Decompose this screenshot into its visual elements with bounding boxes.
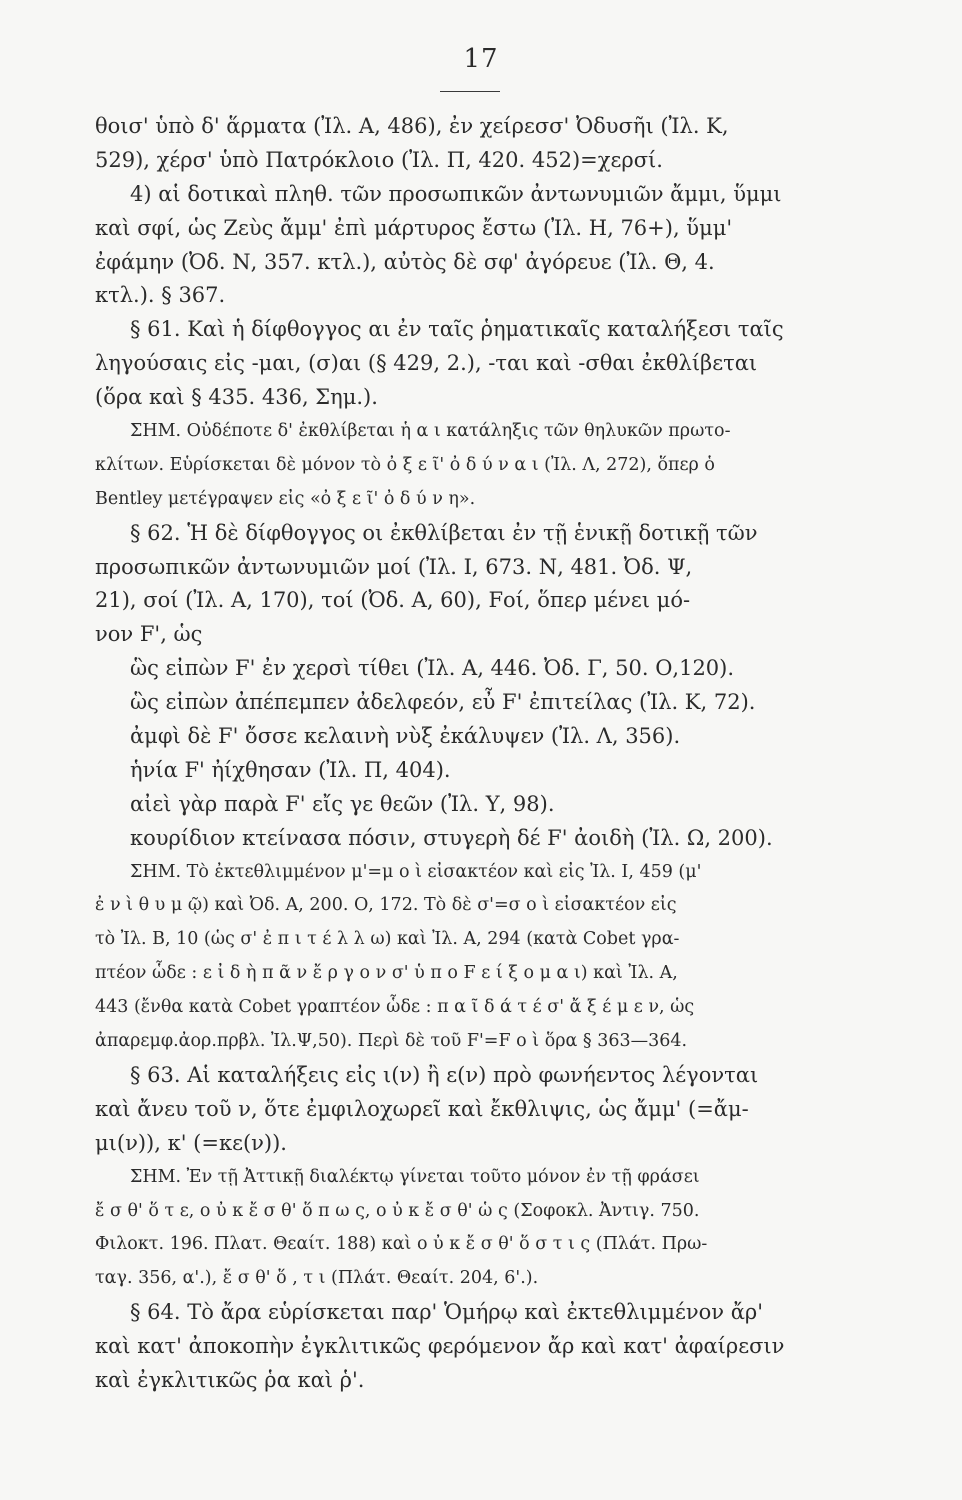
text-line: ἐφάμην (Ὀδ. Ν, 357. κτλ.), αὐτὸς δὲ σφ' ἀγόρευε (Ἰλ. Θ, 4. bbox=[95, 249, 715, 274]
text-line: αἰεὶ γὰρ παρὰ F' εἴς γε θεῶν (Ἰλ. Υ, 98). bbox=[130, 791, 555, 816]
text-line: καὶ σφί, ὡς Ζεὺς ἄμμ' ἐπὶ μάρτυρος ἔστω (Ἰλ. Η, 76+), ὕμμ' bbox=[95, 215, 733, 240]
text-line: ΣΗΜ. Οὐδέποτε δ' ἐκθλίβεται ἡ α ι κατάληξις τῶν θηλυκῶν πρωτο- bbox=[130, 421, 731, 442]
text-line: § 62. Ἡ δὲ δίφθογγος οι ἐκθλίβεται ἐν τῇ ἑνικῇ δοτικῇ τῶν bbox=[130, 520, 758, 545]
text-line: Φιλοκτ. 196. Πλατ. Θεαίτ. 188) καὶ ο ὐ κ ἔ σ θ' ὅ σ τ ι ς (Πλάτ. Πρω- bbox=[95, 1234, 708, 1255]
text-line: ΣΗΜ. Τὸ ἐκτεθλιμμένον μ'=μ ο ὶ εἰσακτέον καὶ εἰς Ἰλ. Ι, 459 (μ' bbox=[130, 861, 702, 882]
text-line: κουρίδιον κτείνασα πόσιν, στυγερὴ δέ F' ἀοιδὴ (Ἰλ. Ω, 200). bbox=[130, 825, 773, 850]
text-line: Bentley μετέγραψεν εἰς «ὀ ξ ε ῖ' ὀ δ ύ ν η». bbox=[95, 488, 476, 509]
text-line: 21), σοί (Ἰλ. Α, 170), τοί (Ὀδ. Α, 60), Fοί, ὅπερ μένει μό- bbox=[95, 588, 691, 613]
body-text bbox=[95, 110, 825, 1398]
text-line: § 61. Καὶ ἡ δίφθογγος αι ἐν ταῖς ῥηματικαῖς καταλήξεσι ταῖς bbox=[130, 317, 784, 342]
header-rule bbox=[440, 91, 500, 92]
text-line: πτέον ὧδε : ε ἰ δ ὴ π ᾶ ν ἔ ρ γ ο ν σ' ὑ π ο F ε ί ξ ο μ α ι) καὶ Ἰλ. Α, bbox=[95, 963, 678, 984]
text-line: ληγούσαις εἰς -μαι, (σ)αι (§ 429, 2.), -ται καὶ -σθαι ἐκθλίβεται bbox=[95, 351, 758, 376]
text-line: ταγ. 356, α'.), ἔ σ θ' ὅ , τ ι (Πλάτ. Θεαίτ. 204, 6'.). bbox=[95, 1268, 539, 1289]
text-line: καὶ ἐγκλιτικῶς ῥα καὶ ῥ'. bbox=[95, 1367, 365, 1392]
text-line: θοισ' ὑπὸ δ' ἅρματα (Ἰλ. Α, 486), ἐν χείρεσσ' Ὀδυσῆι (Ἰλ. Κ, bbox=[95, 114, 729, 138]
text-line: ἡνία F' ἠίχθησαν (Ἰλ. Π, 404). bbox=[130, 757, 451, 782]
text-line: 4) αἱ δοτικαὶ πληθ. τῶν προσωπικῶν ἀντωνυμιῶν ἄμμι, ὕμμι bbox=[130, 181, 782, 206]
text-line: κλίτων. Εὑρίσκεται δὲ μόνον τὸ ὀ ξ ε ῖ' ὀ δ ύ ν α ι (Ἰλ. Λ, 272), ὅπερ ὁ bbox=[95, 454, 715, 475]
text-line: 529), χέρσ' ὑπὸ Πατρόκλοιο (Ἰλ. Π, 420. 452)=χερσί. bbox=[95, 147, 663, 172]
text-line: ΣΗΜ. Ἐν τῇ Ἀττικῇ διαλέκτῳ γίνεται τοῦτο μόνον ἐν τῇ φράσει bbox=[130, 1166, 700, 1187]
text-line: ἀμφὶ δὲ F' ὄσσε κελαινὴ νὺξ ἐκάλυψεν (Ἰλ. Λ, 356). bbox=[130, 724, 681, 749]
text-line: κτλ.). § 367. bbox=[95, 283, 226, 308]
text-line: ἐ ν ὶ θ υ μ ῷ) καὶ Ὀδ. Α, 200. Ο, 172. Τὸ δὲ σ'=σ ο ὶ εἰσακτέον εἰς bbox=[95, 895, 677, 916]
text-line: καὶ κατ' ἀποκοπὴν ἐγκλιτικῶς φερόμενον ἄρ καὶ κατ' ἀφαίρεσιν bbox=[95, 1334, 785, 1359]
text-line: τὸ Ἰλ. Β, 10 (ὡς σ' ἐ π ι τ έ λ λ ω) καὶ Ἰλ. Α, 294 (κατὰ Cobet γρα- bbox=[95, 929, 680, 950]
text-line: 443 (ἔνθα κατὰ Cobet γραπτέον ὧδε : π α ῖ δ ά τ έ σ' ἄ ξ έ μ ε ν, ὡς bbox=[95, 997, 695, 1018]
text-line: καὶ ἄνευ τοῦ ν, ὅτε ἐμφιλοχωρεῖ καὶ ἔκθλιψις, ὡς ἄμμ' (=ἄμ- bbox=[95, 1096, 749, 1121]
text-line: προσωπικῶν ἀντωνυμιῶν μοί (Ἰλ. Ι, 673. Ν, 481. Ὀδ. Ψ, bbox=[95, 554, 693, 579]
text-line: μι(ν)), κ' (=κε(ν)). bbox=[95, 1130, 287, 1155]
text-line: (ὅρα καὶ § 435. 436, Σημ.). bbox=[95, 385, 378, 410]
text-line: ὣς εἰπὼν ἀπέπεμπεν ἀδελφεόν, εὖ F' ἐπιτείλας (Ἰλ. Κ, 72). bbox=[130, 690, 756, 715]
text-line: § 63. Αἱ καταλήξεις εἰς ι(ν) ἢ ε(ν) πρὸ φωνήεντος λέγονται bbox=[130, 1062, 759, 1087]
text-line: ἀπαρεμφ.ἀορ.πρβλ. Ἰλ.Ψ,50). Περὶ δὲ τοῦ F'=F ο ὶ ὅρα § 363—364. bbox=[95, 1031, 688, 1052]
text-line: ὣς εἰπὼν F' ἐν χερσὶ τίθει (Ἰλ. Α, 446. Ὀδ. Γ, 50. Ο,120). bbox=[130, 656, 735, 681]
text-line: § 64. Τὸ ἄρα εὑρίσκεται παρ' Ὁμήρῳ καὶ ἐκτεθλιμμένον ἄρ' bbox=[130, 1300, 764, 1325]
text-line: νον F', ὡς bbox=[95, 622, 203, 647]
page-number: 17 bbox=[463, 44, 499, 74]
text-line: ἔ σ θ' ὅ τ ε, ο ὐ κ ἔ σ θ' ὅ π ω ς, ο ὐ κ ἔ σ θ' ὡ ς (Σοφοκλ. Ἀντιγ. 750. bbox=[95, 1200, 700, 1221]
